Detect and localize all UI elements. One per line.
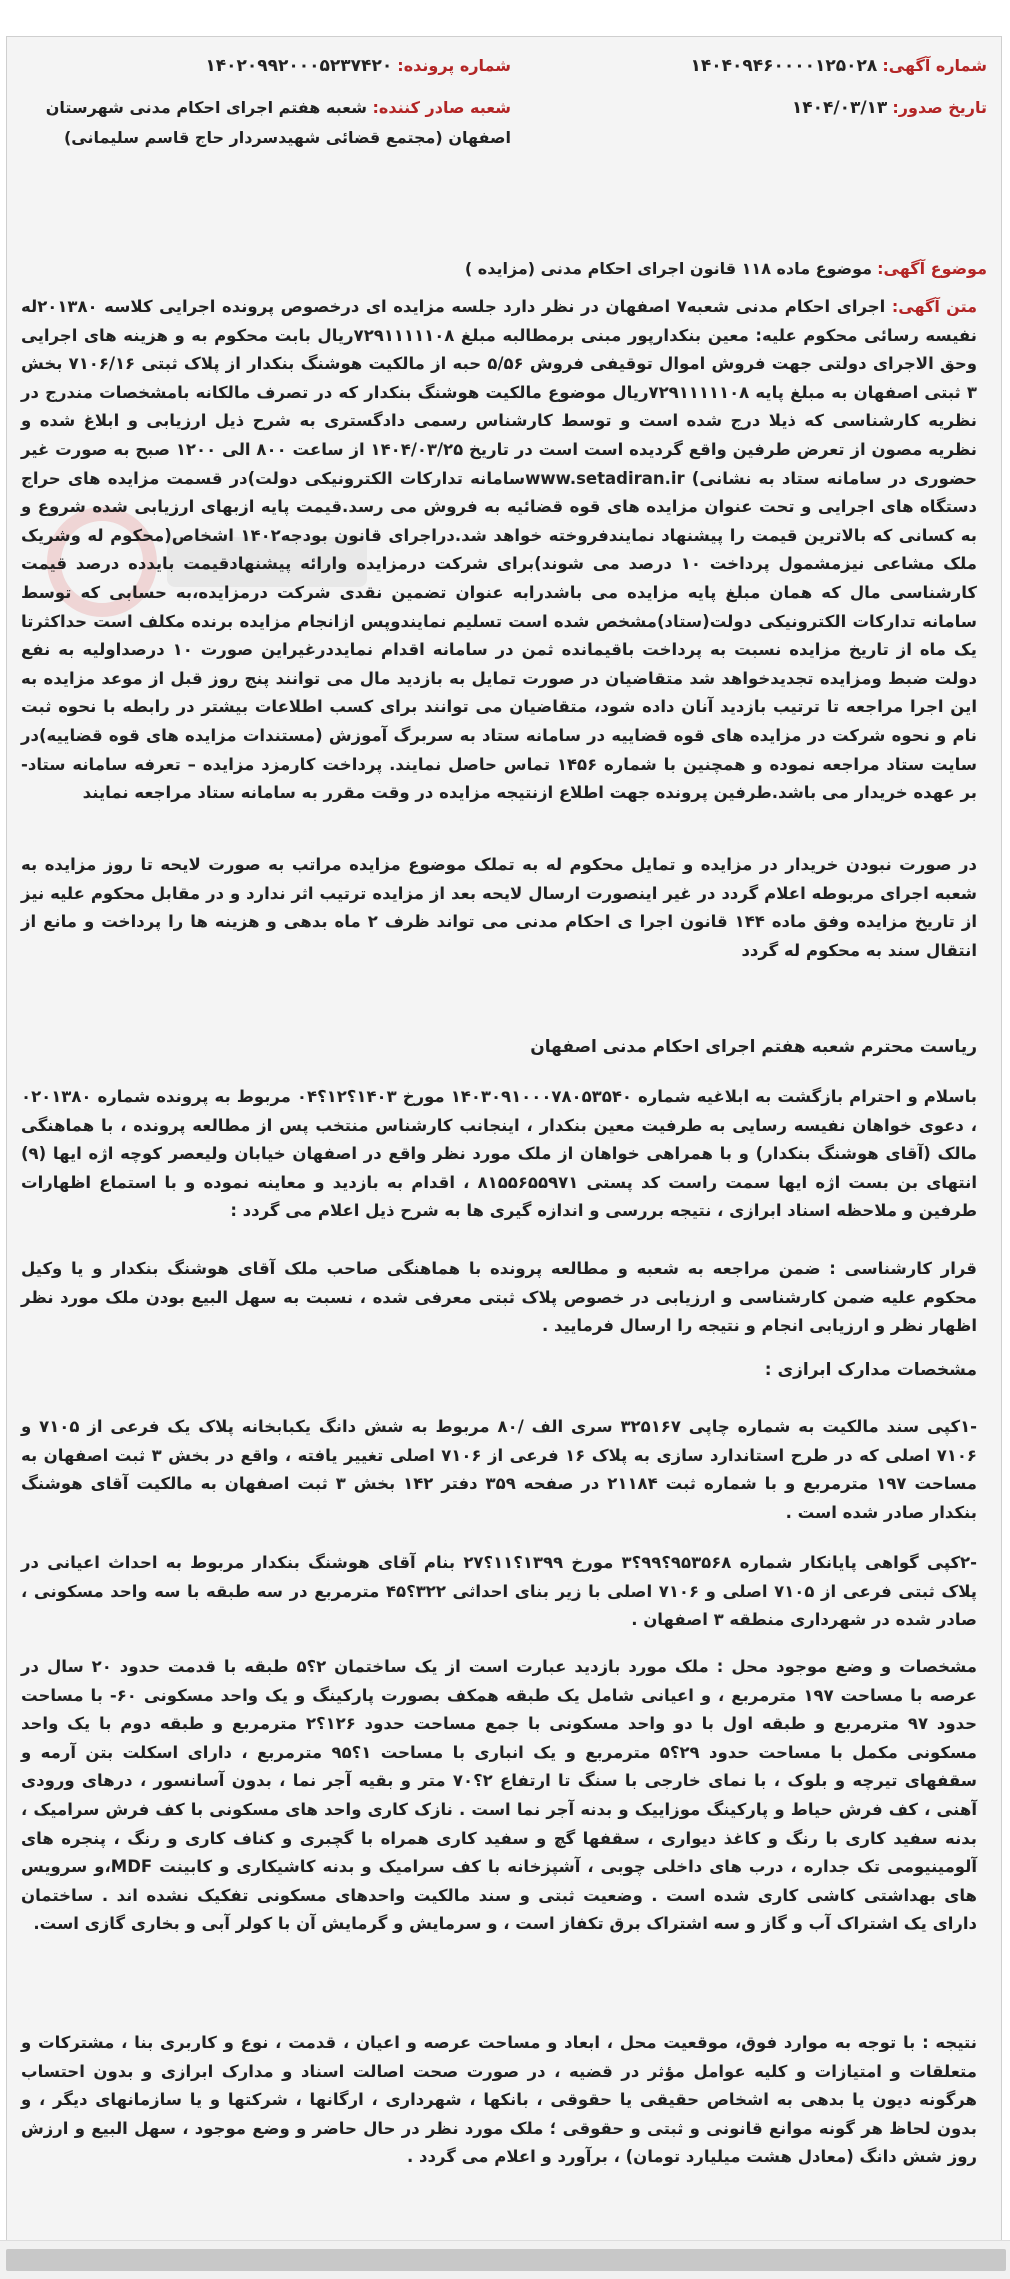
ad-number-row xyxy=(690,51,987,81)
horizontal-scrollbar[interactable] xyxy=(0,2240,1010,2279)
report-paragraph-4: -۲کپی گواهی پایانکار شماره ۹۵۳۵۶۸؟۹۹؟۳ مورخ ۱۳۹۹؟۱۱؟۲۷ بنام آقای هوشنگ بنکدار مربوط به احداث اعیانی در پلاک ثبتی فرعی از ۷۱۰۵ اصلی و ۷۱۰۶ اصلی با زیر بنای احداثی ۳۲۲؟۴۵ مترمربع در سه طبقه با سه واحد مسکونی ، صادر شده در شهرداری منطقه ۳ اصفهان . xyxy=(21,1553,977,1630)
issuer-block xyxy=(31,93,511,153)
report-paragraph-3: -۱کپی سند مالکیت به شماره چاپی ۳۲۵۱۶۷ سری الف /۸۰ مربوط به شش دانگ یکبابخانه پلاک یک فرعی از ۷۱۰۵ و ۷۱۰۶ اصلی که در طرح استاندارد سازی به پلاک ۱۶ فرعی از ۷۱۰۶ اصلی تغییر یافته ، واقع در بخش ۳ ثبت اصفهان به مساحت ۱۹۷ مترمربع و با شماره ثبت ۲۱۱۸۴ در صفحه ۳۵۹ دفتر ۱۴۲ بخش ۳ ثبت اصفهان به مالکیت آقای هوشنگ بنکدار صادر شده است . xyxy=(21,1417,978,1522)
report-paragraph-1: باسلام و احترام بازگشت به ابلاغیه شماره ۱۴۰۳۰۹۱۰۰۰۷۸۰۵۳۵۴۰ مورخ ۱۴۰۳؟۱۲؟۰۴ مربوط به پرونده شماره ۰۲۰۱۳۸۰ ، دعوی خواهان نفیسه رسایی به طرفیت معین بنکدار ، اینجانب کارشناس منتخب پس از مطالعه پرونده ، با هماهنگی مالک (آقای هوشنگ بنکدار) و با همراهی خواهان از ملک مورد نظر واقع در اصفهان خیابان ولیعصر کوچه اژه ایها (۹) انتهای بن بست اژه ایها سمت راست کد پستی ۸۱۵۵۶۵۵۹۷۱ ، اقدام به بازدید و معاینه نموده و با استماع اظهارات طرفین و ملاحظه اسناد ابرازی ، نتیجه بررسی و اندازه گیری ها به شرح ذیل اعلام می گردد : xyxy=(21,1087,977,1221)
case-number: ۱۴۰۲۰۹۹۲۰۰۰۵۲۳۷۴۲۰ xyxy=(205,56,393,76)
ad-text-paragraph-2: در صورت نبودن خریدار در مزایده و تمایل محکوم له به تملک موضوع مزایده مراتب به صورت لایحه تا روز مزایده به شعبه اجرای مربوطه اعلام گردد در غیر اینصورت ارسال لایحه بعد از مزایده ترتیب اثر ندارد و در مقابل محکوم علیه نیز از تاریخ مزایده وفق ماده ۱۴۴ قانون اجرا ی احکام مدنی می تواند ظرف ۲ ماه بدهی و هزینه ها را پرداخت و مانع از انتقال سند به محکوم له گردد xyxy=(21,855,978,960)
ad-number: ۱۴۰۴۰۹۴۶۰۰۰۰۱۲۵۰۲۸ xyxy=(690,56,878,76)
report-title: ریاست محترم شعبه هفتم اجرای احکام مدنی اصفهان xyxy=(530,1037,977,1057)
issue-date-row xyxy=(792,93,987,123)
ad-text-label: متن آگهی: xyxy=(891,297,978,316)
case-number-row xyxy=(205,51,511,81)
report-paragraph-6: نتیجه : با توجه به موارد فوق، موقعیت محل ، ابعاد و مساحت عرصه و اعیان ، قدمت ، نوع و کاربری بنا ، مشترکات و متعلقات و امتیازات و کلیه عوامل مؤثر در قضیه ، در صورت صحت اصالت اسناد و مدارک ابرازی و بدون احتساب هرگونه دیون یا بدهی به اشخاص حقیقی یا حقوقی ، بانکها ، شهرداری ، ارگانها ، شرکتها و یا سازمانهای دیگر ، و بدون لحاظ هر گونه موانع قانونی و ثبتی و حقوقی ؛ ملک مورد نظر در حال حاضر و وضع موجود ، سهل البیع و ارزش روز شش دانگ (معادل هشت میلیارد تومان) ، برآورد و اعلام می گردد . xyxy=(21,2033,977,2167)
docs-title: مشخصات مدارک ابرازی : xyxy=(764,1360,977,1380)
subject-text: موضوع ماده ۱۱۸ قانون اجرای احکام مدنی (مزایده ) xyxy=(464,259,873,278)
ad-number-label: شماره آگهی: xyxy=(882,56,987,75)
issuer-label: شعبه صادر کننده: xyxy=(372,98,511,117)
ad-text xyxy=(21,293,977,808)
issue-date: ۱۴۰۴/۰۳/۱۳ xyxy=(791,98,888,118)
ad-text-paragraph-1 xyxy=(21,293,977,808)
scrollbar-thumb[interactable] xyxy=(6,2249,1006,2271)
ad-text-body: اجرای احکام مدنی شعبه۷ اصفهان در نظر دارد جلسه مزایده ای درخصوص پرونده اجرایی کلاسه ۲۰۱۳۸۰له نفیسه رسائی محکوم علیه: معین بنکدارپور مبنی برمطالبه مبلغ ۷۲۹۱۱۱۱۱۰۸ریال بابت محکوم به و هزینه های اجرایی وحق الاجرای دولتی جهت فروش اموال توقیفی فروش ۵/۵۶ حبه از مالکیت هوشنگ بنکدار از پلاک ثبتی ۷۱۰۶/۱۶ بخش ۳ ثبتی اصفهان به مبلغ پایه ۷۲۹۱۱۱۱۱۰۸ریال موضوع مالکیت هوشنگ بنکدار که در تصرف مالکانه بامشخصات مندرج در نظریه کارشناسی که ذیلا درج شده است و توسط کارشناس رسمی دادگستری به شرح ذیل ارزیابی و ابلاغ شده و نظریه مصون از تعرض طرفین واقع گردیده است است در تاریخ ۱۴۰۴/۰۳/۲۵ از ساعت ۸۰۰ الی ۱۲۰۰ صبح به صورت غیر حضوری در سامانه ستاد به نشانی) www.setadiran.irسامانه تدارکات الکترونیکی دولت)در قسمت مزایده های حراج دستگاه های اجرایی و تحت عنوان مزایده های قوه قضائیه به فروش می رسد.قیمت پایه ازبهای ارزیابی شده شروع و به کسانی که بالاترین قیمت را پیشنهاد نمایندفروخته خواهد شد.دراجرای قانون بودجه۱۴۰۲ اشخاص(محکوم له وشریک ملک مشاعی نیزمشمول پرداخت ۱۰ درصد می شوند)برای شرکت درمزایده وارائه پیشنهادقیمت بایدده درصد قیمت کارشناسی مال که همان مبلغ پایه مزایده می باشدرابه عنوان تضمین نقدی شرکت درمزایده،به حسابی که توسط سامانه تدارکات الکترونیکی دولت(ستاد)مشخص شده است تسلیم نمایندوپس ازانجام مزایده برنده مکلف است حداکثرتا یک ماه از تاریخ مزایده نسبت به پرداخت باقیمانده ثمن در سامانه اقدام نمایددرغیراین صورت ۱۰ درصداولیه به نفع دولت ضبط ومزایده تجدیدخواهد شد متقاضیان در صورت تمایل به بازدید مال می توانند پنج روز قبل از موعد مزایده به این اجرا مراجعه تا ترتیب بازدید آنان داده شود، متقاضیان می توانند برای کسب اطلاعات بیشتر در رابطه با نحوه ثبت نام و نحوه شرکت در مزایده های قوه قضاییه در سامانه ستاد به سربرگ آموزش (مستندات مزایده های قوه قضاییه)در سایت ستاد مراجعه نموده و همچنین با شماره ۱۴۵۶ تماس حاصل نمایند. پرداخت کارمزد مزایده – تعرفه سامانه ستاد- بر عهده خریدار می باشد.طرفین پرونده جهت اطلاع ازنتیجه مزایده در وقت مقرر به سامانه ستاد مراجعه نمایند xyxy=(21,297,978,803)
case-number-label: شماره پرونده: xyxy=(397,56,511,75)
report-paragraph-5: مشخصات و وضع موجود محل : ملک مورد بازدید عبارت است از یک ساختمان ۲؟۵ طبقه با قدمت حدود ۲۰ سال در عرصه با مساحت ۱۹۷ مترمربع ، و اعیانی شامل یک طبقه همکف بصورت پارکینگ و یک واحد مسکونی ۶۰- با مساحت حدود ۹۷ مترمربع و طبقه اول با دو واحد مسکونی با جمع مساحت حدود ۱۲۶؟۲ مترمربع و طبقه دوم با یک واحد مسکونی مکمل با مساحت حدود ۲۹؟۵ مترمربع و یک انباری با مساحت ۱؟۹۵ مترمربع ، دارای اسکلت بتن آرمه و سقفهای تیرچه و بلوک ، با نمای خارجی با سنگ تا ارتفاع ۲؟۷۰ متر و بقیه آجر نما ، بدون آسانسور ، درهای ورودی آهنی ، کف فرش حیاط و پارکینگ موزاییک و بدنه آجر نما است . نازک کاری واحد های مسکونی با کف فرش سرامیک ، بدنه سفید کاری با رنگ و کاغذ دیواری ، سقفها گچ و سفید کاری همراه با گچبری و کناف کاری و رنگ ، پنجره های آلومینیومی تک جداره ، درب های داخلی چوبی ، آشپزخانه با کف سرامیک و بدنه کاشیکاری و کابینت MDF،و سرویس های بهداشتی کاشی کاری شده است . وضعیت ثبتی و سند مالکیت واحدهای مسکونی تفکیک نشده اند . ساختمان دارای یک اشتراک آب و گاز و سه اشتراک برق تکفاز است ، و سرمایش و گرمایش آن با کولر آبی و بخاری گازی است. xyxy=(21,1657,978,1934)
notice-panel xyxy=(6,36,1002,2270)
issuer: شعبه هفتم اجرای احکام مدنی شهرستان اصفهان (مجتمع قضائی شهیدسردار حاج قاسم سلیمانی) xyxy=(45,98,511,147)
subject-row xyxy=(465,259,987,278)
subject-label: موضوع آگهی: xyxy=(877,259,987,278)
report-paragraph-2: قرار کارشناسی : ضمن مراجعه به شعبه و مطالعه پرونده با هماهنگی صاحب ملک آقای هوشنگ بنکدار و یا وکیل محکوم علیه ضمن کارشناسی و ارزیابی در خصوص پلاک ثبتی معرفی شده ، نسبت به سهل البیع بودن ملک مورد نظر اظهار نظر و ارزیابی انجام و نتیجه را ارسال فرمایید . xyxy=(21,1259,977,1336)
ad-text-2 xyxy=(21,851,977,965)
issue-date-label: تاریخ صدور: xyxy=(892,98,987,117)
